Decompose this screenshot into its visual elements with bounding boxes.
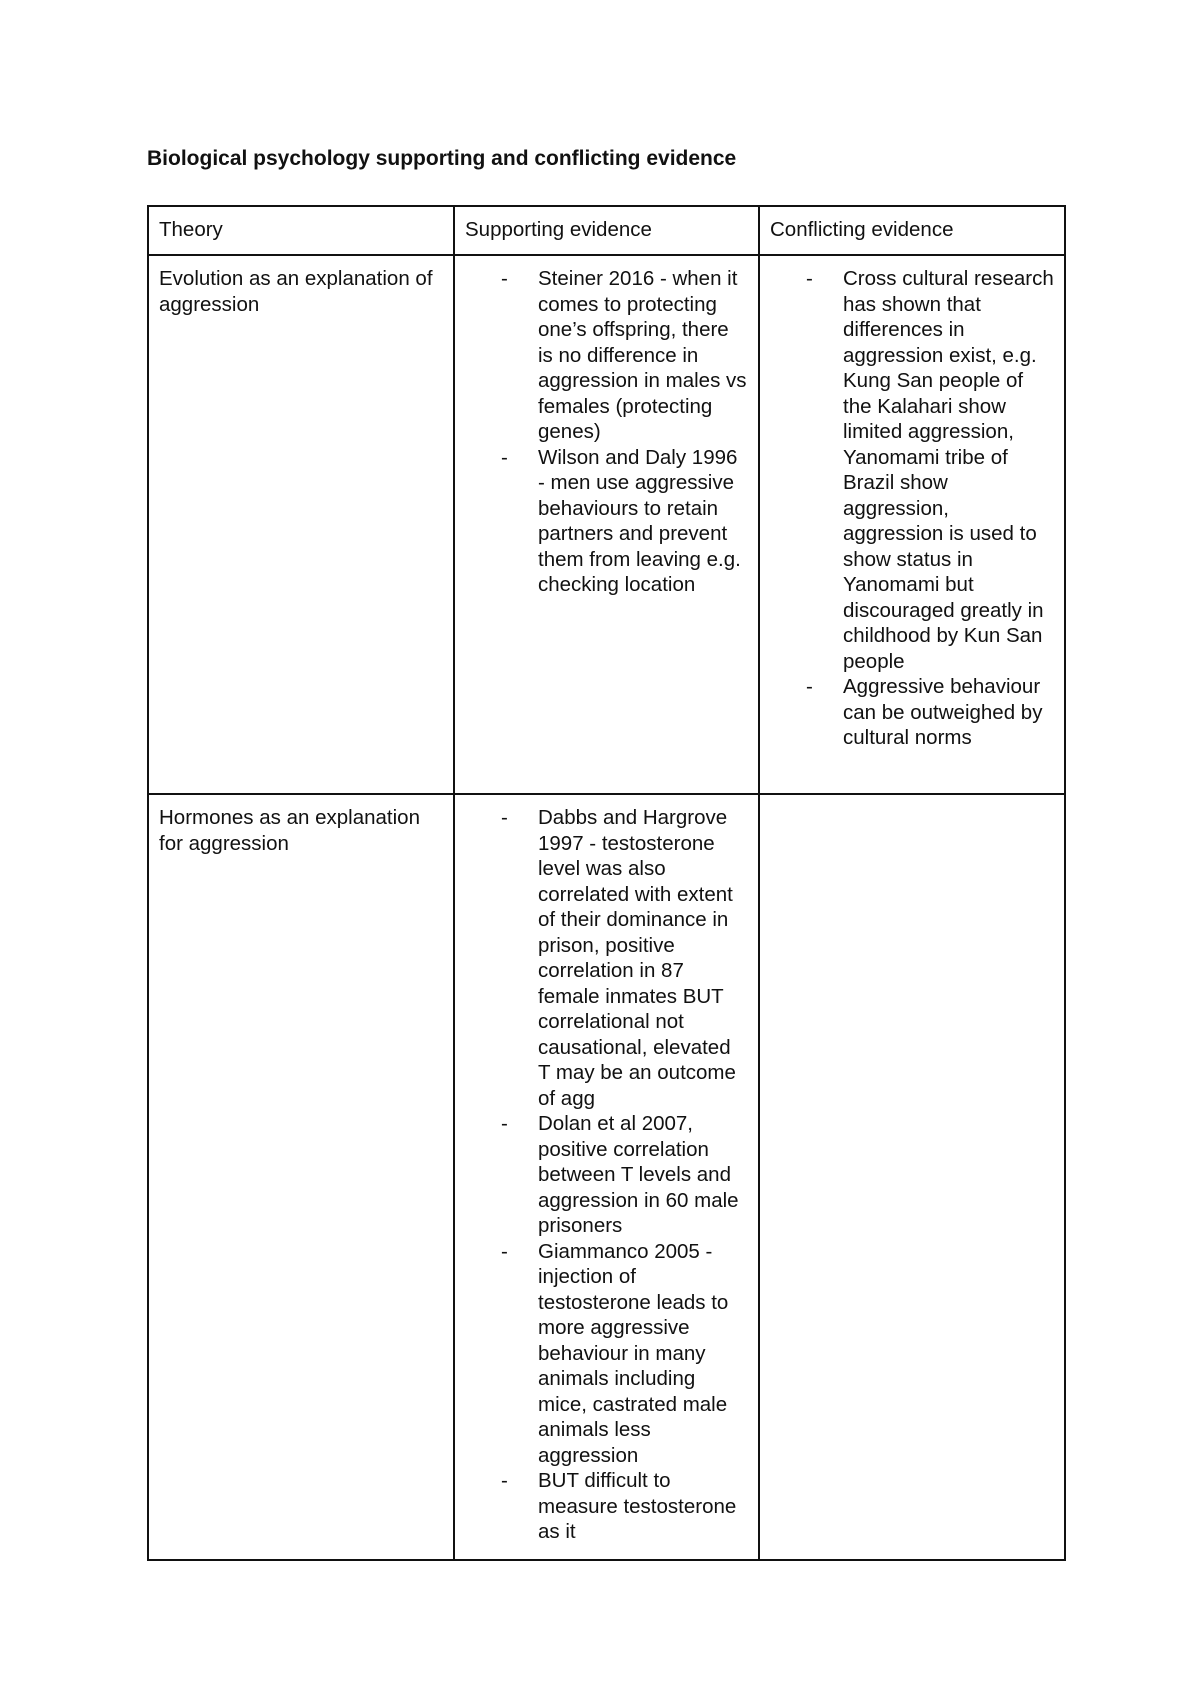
supporting-evidence-cell [454, 255, 759, 794]
list-item [465, 1468, 748, 1545]
theory-text: Evolution as an explanation of aggression [159, 267, 433, 316]
conflicting-evidence-cell [759, 794, 1065, 1560]
theory-cell [148, 794, 454, 1560]
conflicting-evidence-list [770, 266, 1054, 751]
table-header-row [148, 206, 1065, 255]
list-item [465, 1111, 748, 1239]
bullet-dash: - [501, 1239, 508, 1263]
list-item-text: BUT difficult to measure testosterone as it [538, 1469, 737, 1543]
list-item [770, 674, 1054, 751]
header-supporting-evidence: Supporting evidence [454, 206, 759, 255]
conflicting-evidence-cell [759, 255, 1065, 794]
list-item-text: Dabbs and Hargrove 1997 - testosterone level was also correlated with extent of their dominance in prison, positive correlation in 87 female inmates BUT correlational not causational, elevated T may be an outcome of agg [538, 806, 736, 1110]
list-item [770, 266, 1054, 674]
bullet-dash: - [501, 1112, 508, 1135]
supporting-evidence-list [465, 805, 748, 1545]
bullet-dash: - [501, 267, 508, 290]
bullet-dash: - [806, 675, 813, 698]
list-item [465, 805, 748, 1111]
supporting-evidence-cell [454, 794, 759, 1560]
bullet-dash: - [501, 806, 508, 829]
bullet-dash: - [501, 1469, 508, 1492]
list-item-text: Cross cultural research has shown that differences in aggression exist, e.g. Kung San people of the Kalahari show limited aggression, Yanomami tribe of Brazil show aggression, aggression is used to show status in Yanomami but discouraged greatly in childhood by Kun San people [843, 267, 1054, 673]
list-item-text: Wilson and Daly 1996 - men use aggressive behaviours to retain partners and prevent them from leaving e.g. checking location [538, 445, 741, 596]
supporting-evidence-list [465, 266, 748, 598]
list-item-text: Aggressive behaviour can be outweighed by cultural norms [843, 675, 1043, 749]
evidence-table [147, 205, 1066, 1561]
page-title: Biological psychology supporting and conflicting evidence [147, 147, 737, 170]
header-conflicting-evidence: Conflicting evidence [759, 206, 1065, 255]
theory-text: Hormones as an explanation for aggression [159, 806, 420, 855]
list-item [465, 266, 748, 445]
list-item-text: Steiner 2016 - when it comes to protecting one’s offspring, there is no difference in aggression in males vs females (protecting genes) [538, 267, 747, 443]
theory-cell [148, 255, 454, 794]
list-item-text: Giammanco 2005 - injection of testosterone leads to more aggressive behaviour in many animals including mice, castrated male animals less aggression [538, 1239, 729, 1467]
table-row [148, 255, 1065, 794]
list-item-text: Dolan et al 2007, positive correlation between T levels and aggression in 60 male prisoners [538, 1112, 739, 1237]
header-theory: Theory [148, 206, 454, 255]
list-item [465, 1239, 748, 1469]
table-row [148, 794, 1065, 1560]
bullet-dash: - [501, 445, 508, 469]
bullet-dash: - [806, 267, 813, 290]
list-item [465, 445, 748, 598]
